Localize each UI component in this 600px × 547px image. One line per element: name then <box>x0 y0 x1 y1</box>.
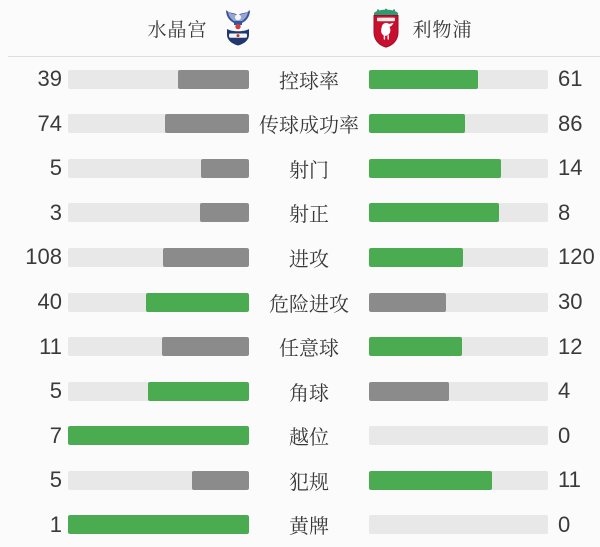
away-value: 11 <box>558 467 581 493</box>
away-value: 4 <box>558 378 571 404</box>
away-bar-fill <box>369 203 499 222</box>
stat-row <box>0 413 600 458</box>
away-bar-track <box>369 248 548 267</box>
stat-label: 射正 <box>289 204 329 227</box>
home-bar-fill <box>200 203 249 222</box>
home-bar-fill <box>201 159 249 178</box>
away-bar-track <box>369 471 548 490</box>
header-teams <box>147 8 472 48</box>
stat-row <box>0 102 600 147</box>
home-bar-fill <box>68 426 249 445</box>
home-bar-track <box>68 248 249 267</box>
home-value: 3 <box>49 199 62 225</box>
home-bar-fill <box>162 337 249 356</box>
home-bar-track <box>68 515 249 534</box>
home-value: 39 <box>37 66 62 92</box>
stat-row <box>0 502 600 547</box>
home-bar-track <box>68 114 249 133</box>
stat-row <box>0 235 600 280</box>
stat-row <box>0 280 600 325</box>
home-value: 5 <box>49 155 62 181</box>
away-team <box>370 8 473 48</box>
away-value: 0 <box>558 511 571 537</box>
stat-label: 犯规 <box>289 471 329 494</box>
home-bar-track <box>68 70 249 89</box>
stat-label: 传球成功率 <box>259 115 359 138</box>
away-value: 61 <box>558 66 583 92</box>
home-bar-fill <box>163 248 249 267</box>
away-bar-track <box>369 159 548 178</box>
home-bar-fill <box>146 293 249 312</box>
away-bar-track <box>369 114 548 133</box>
away-bar-track <box>369 515 548 534</box>
stats-list <box>0 57 600 547</box>
away-value: 12 <box>558 333 583 359</box>
match-stats-header <box>0 0 600 56</box>
stat-label: 任意球 <box>279 338 339 361</box>
away-bar-fill <box>369 382 449 401</box>
crystal-palace-crest-icon <box>220 8 256 48</box>
away-value: 30 <box>558 289 583 314</box>
away-bar-fill <box>369 70 478 89</box>
stat-row <box>0 146 600 191</box>
stat-label: 射门 <box>289 159 329 182</box>
away-value: 0 <box>558 422 571 448</box>
home-team <box>147 8 255 48</box>
stat-row <box>0 458 600 503</box>
away-bar-track <box>369 426 548 445</box>
home-bar-track <box>68 382 249 401</box>
home-value: 74 <box>37 110 62 136</box>
away-bar-track <box>369 337 548 356</box>
home-value: 1 <box>49 511 62 537</box>
home-bar-fill <box>68 515 249 534</box>
stat-label: 危险进攻 <box>269 293 349 316</box>
stat-label: 控球率 <box>279 70 339 93</box>
home-bar-track <box>68 426 249 445</box>
home-value: 40 <box>37 289 62 314</box>
stat-label: 角球 <box>289 382 329 405</box>
away-bar-track <box>369 382 548 401</box>
away-bar-fill <box>369 159 501 178</box>
home-value: 7 <box>49 422 62 448</box>
away-bar-track <box>369 293 548 312</box>
stat-row <box>0 369 600 414</box>
home-value: 5 <box>49 467 62 493</box>
home-value: 11 <box>39 333 62 359</box>
home-bar-fill <box>165 114 249 133</box>
away-value: 8 <box>558 199 571 225</box>
away-team-name: 利物浦 <box>412 19 473 41</box>
stat-label: 黄牌 <box>289 516 329 539</box>
home-bar-fill <box>148 382 249 401</box>
away-bar-fill <box>369 248 463 267</box>
home-bar-track <box>68 293 249 312</box>
home-bar-track <box>68 159 249 178</box>
stat-row <box>0 324 600 369</box>
home-value: 108 <box>25 244 62 270</box>
away-bar-fill <box>369 471 492 490</box>
away-value: 120 <box>558 244 595 270</box>
home-bar-track <box>68 337 249 356</box>
stat-label: 越位 <box>289 427 329 450</box>
stat-row <box>0 57 600 102</box>
home-team-name: 水晶宫 <box>147 19 208 41</box>
liverpool-crest-icon <box>370 8 402 48</box>
away-value: 86 <box>558 110 583 136</box>
stat-row <box>0 191 600 236</box>
away-bar-track <box>369 203 548 222</box>
away-bar-fill <box>369 114 465 133</box>
away-value: 14 <box>558 155 583 181</box>
away-bar-fill <box>369 293 446 312</box>
home-bar-track <box>68 471 249 490</box>
home-value: 5 <box>49 378 62 404</box>
stat-label: 进攻 <box>289 248 329 271</box>
home-bar-track <box>68 203 249 222</box>
home-bar-fill <box>192 471 249 490</box>
away-bar-track <box>369 70 548 89</box>
home-bar-fill <box>178 70 249 89</box>
away-bar-fill <box>369 337 462 356</box>
